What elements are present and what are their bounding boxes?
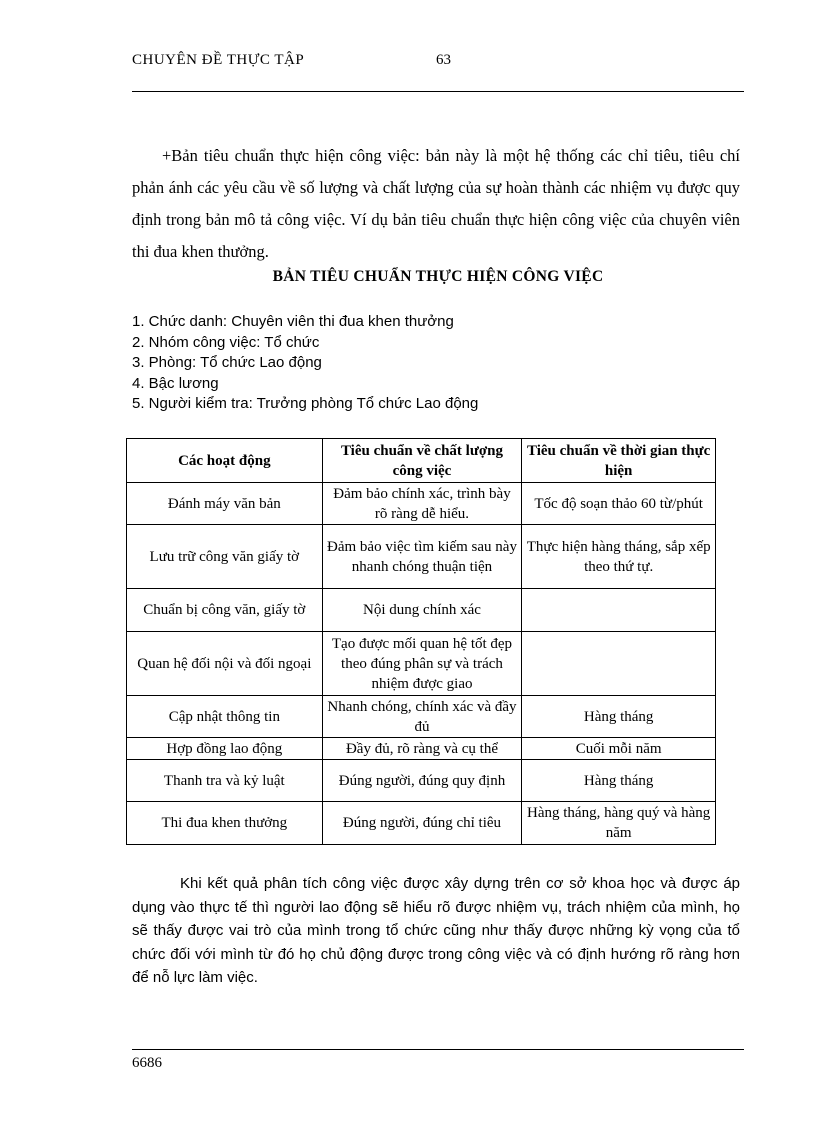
table-cell: Đúng người, đúng chỉ tiêu (322, 802, 522, 845)
table-cell: Cuối mỗi năm (522, 738, 716, 760)
column-header-quality: Tiêu chuẩn về chất lượng công việc (322, 439, 522, 483)
table-cell: Đảm bảo chính xác, trình bày rõ ràng dễ hiểu. (322, 483, 522, 525)
table-cell: Hàng tháng, hàng quý và hàng năm (522, 802, 716, 845)
info-item-group: 2. Nhóm công việc: Tổ chức (132, 333, 320, 351)
table-cell: Lưu trữ công văn giấy tờ (127, 525, 323, 589)
table-cell: Đánh máy văn bản (127, 483, 323, 525)
table-cell: Cập nhật thông tin (127, 696, 323, 738)
table-row (127, 696, 716, 738)
table-cell: Hợp đồng lao động (127, 738, 323, 760)
table-title: BẢN TIÊU CHUẨN THỰC HIỆN CÔNG VIỆC (272, 268, 604, 285)
table-cell: Tạo được mối quan hệ tốt đẹp theo đúng phân sự và trách nhiệm được giao (322, 632, 522, 696)
table-header-row (127, 439, 716, 483)
table-cell: Đảm bảo việc tìm kiếm sau này nhanh chóng thuận tiện (322, 525, 522, 589)
table-cell: Nhanh chóng, chính xác và đầy đủ (322, 696, 522, 738)
table-cell: Chuẩn bị công văn, giấy tờ (127, 589, 323, 632)
info-item-department: 3. Phòng: Tổ chức Lao động (132, 354, 322, 371)
table-cell: Thi đua khen thưởng (127, 802, 323, 845)
table-cell: Đầy đủ, rõ ràng và cụ thể (322, 738, 522, 760)
header-title: CHUYÊN ĐỀ THỰC TẬP (132, 52, 305, 68)
table-cell: Nội dung chính xác (322, 589, 522, 632)
page-number: 63 (436, 52, 451, 68)
table-cell: Hàng tháng (522, 696, 716, 738)
footer-divider (132, 1049, 744, 1050)
conclusion-paragraph: Khi kết quả phân tích công việc được xây dựng trên cơ sở khoa học và được áp dụng vào thực tế thì người lao động sẽ hiểu rõ được nhiệm vụ, trách nhiệm của mình, họ sẽ thấy được vai trò của mình trong tổ chức cũng như thấy được những kỳ vọng của tổ chức đối với mình từ đó họ chủ động được trong công việc và có định hướng rõ ràng hơn để nỗ lực làm việc. (132, 875, 740, 986)
table-row (127, 738, 716, 760)
info-item-inspector: 5. Người kiểm tra: Trưởng phòng Tổ chức Lao động (132, 395, 479, 412)
page-header (132, 52, 744, 74)
info-item-salary-grade: 4. Bậc lương (132, 374, 219, 392)
column-header-activities: Các hoạt động (127, 439, 323, 483)
header-divider (132, 91, 744, 92)
footer-code: 6686 (132, 1055, 162, 1071)
table-cell: Thực hiện hàng tháng, sắp xếp theo thứ tự. (522, 525, 716, 589)
table-cell: Hàng tháng (522, 760, 716, 802)
table-cell (522, 589, 716, 632)
table-cell (522, 632, 716, 696)
table-cell: Đúng người, đúng quy định (322, 760, 522, 802)
table-cell: Quan hệ đối nội và đối ngoại (127, 632, 323, 696)
table-row (127, 632, 716, 696)
column-header-time: Tiêu chuẩn về thời gian thực hiện (522, 439, 716, 483)
table-row (127, 483, 716, 525)
table-row (127, 525, 716, 589)
standards-table (126, 438, 716, 845)
table-cell: Tốc độ soạn thảo 60 từ/phút (522, 483, 716, 525)
table-row (127, 802, 716, 845)
table-row (127, 760, 716, 802)
table-cell: Thanh tra và kỷ luật (127, 760, 323, 802)
intro-paragraph: +Bản tiêu chuẩn thực hiện công việc: bản này là một hệ thống các chỉ tiêu, tiêu chí phản ánh các yêu cầu về số lượng và chất lượng của sự hoàn thành các nhiệm vụ được quy định trong bản mô tả công việc. Ví dụ bản tiêu chuẩn thực hiện công việc của chuyên viên thi đua khen thưởng. (132, 146, 740, 261)
info-item-title: 1. Chức danh: Chuyên viên thi đua khen thưởng (132, 313, 454, 330)
table-row (127, 589, 716, 632)
job-info-list (132, 312, 478, 415)
